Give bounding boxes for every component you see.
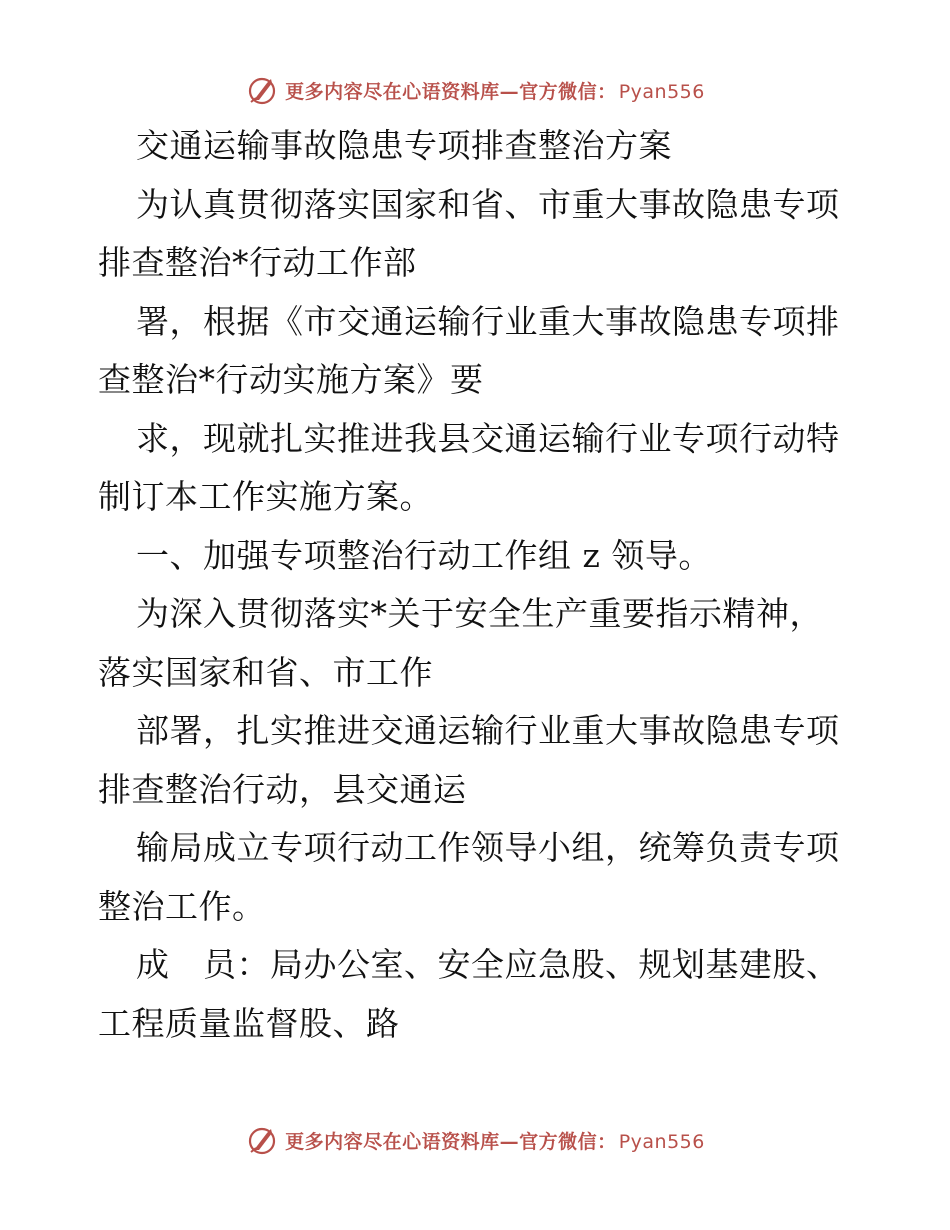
watermark-wechat-id: Pyan556 xyxy=(618,80,705,103)
paragraph-line: 排查整治*行动工作部 xyxy=(98,243,417,282)
paragraph-line: 为深入贯彻落实*关于安全生产重要指示精神， xyxy=(136,594,823,633)
paragraph-line: 查整治*行动实施方案》要 xyxy=(98,360,484,399)
watermark-wechat-id: Pyan556 xyxy=(618,1130,705,1153)
paragraph-line: 排查整治行动，县交通运 xyxy=(98,769,467,809)
watermark-wechat-label: 官方微信： xyxy=(519,1130,617,1153)
quill-pen-icon xyxy=(245,73,279,107)
paragraph-line: 求，现就扎实推进我县交通运输行业专项行动特 xyxy=(136,418,840,458)
paragraph-line: 部署，扎实推进交通运输行业重大事故隐患专项 xyxy=(136,711,840,750)
paragraph-line: 成 员：局办公室、安全应急股、规划基建股、 xyxy=(136,945,840,984)
paragraph-line: 制订本工作实施方案。 xyxy=(98,477,433,516)
watermark-dash: — xyxy=(499,80,520,103)
watermark-dash: — xyxy=(499,1130,520,1153)
paragraph-line: 工程质量监督股、路 xyxy=(98,1003,400,1043)
paragraph-line: 为认真贯彻落实国家和省、市重大事故隐患专项 xyxy=(136,184,840,224)
watermark-footer xyxy=(0,1120,950,1160)
watermark-brand: 更多内容尽在心语资料库 xyxy=(285,80,500,103)
paragraph-line: 署，根据《市交通运输行业重大事故隐患专项排 xyxy=(136,301,840,341)
paragraph-line: 落实国家和省、市工作 xyxy=(98,652,433,692)
watermark-text xyxy=(285,1127,705,1154)
section-heading: 一、加强专项整治行动工作组 z 领导。 xyxy=(136,535,712,575)
watermark-brand: 更多内容尽在心语资料库 xyxy=(285,1130,500,1153)
document-body xyxy=(98,117,858,1053)
document-title: 交通运输事故隐患专项排查整治方案 xyxy=(136,126,672,165)
paragraph-line: 整治工作。 xyxy=(98,886,266,926)
watermark-wechat-label: 官方微信： xyxy=(519,80,617,103)
paragraph-line: 输局成立专项行动工作领导小组，统筹负责专项 xyxy=(136,828,840,867)
watermark-text xyxy=(285,77,705,104)
watermark-header xyxy=(0,70,950,110)
quill-pen-icon xyxy=(245,1123,279,1157)
